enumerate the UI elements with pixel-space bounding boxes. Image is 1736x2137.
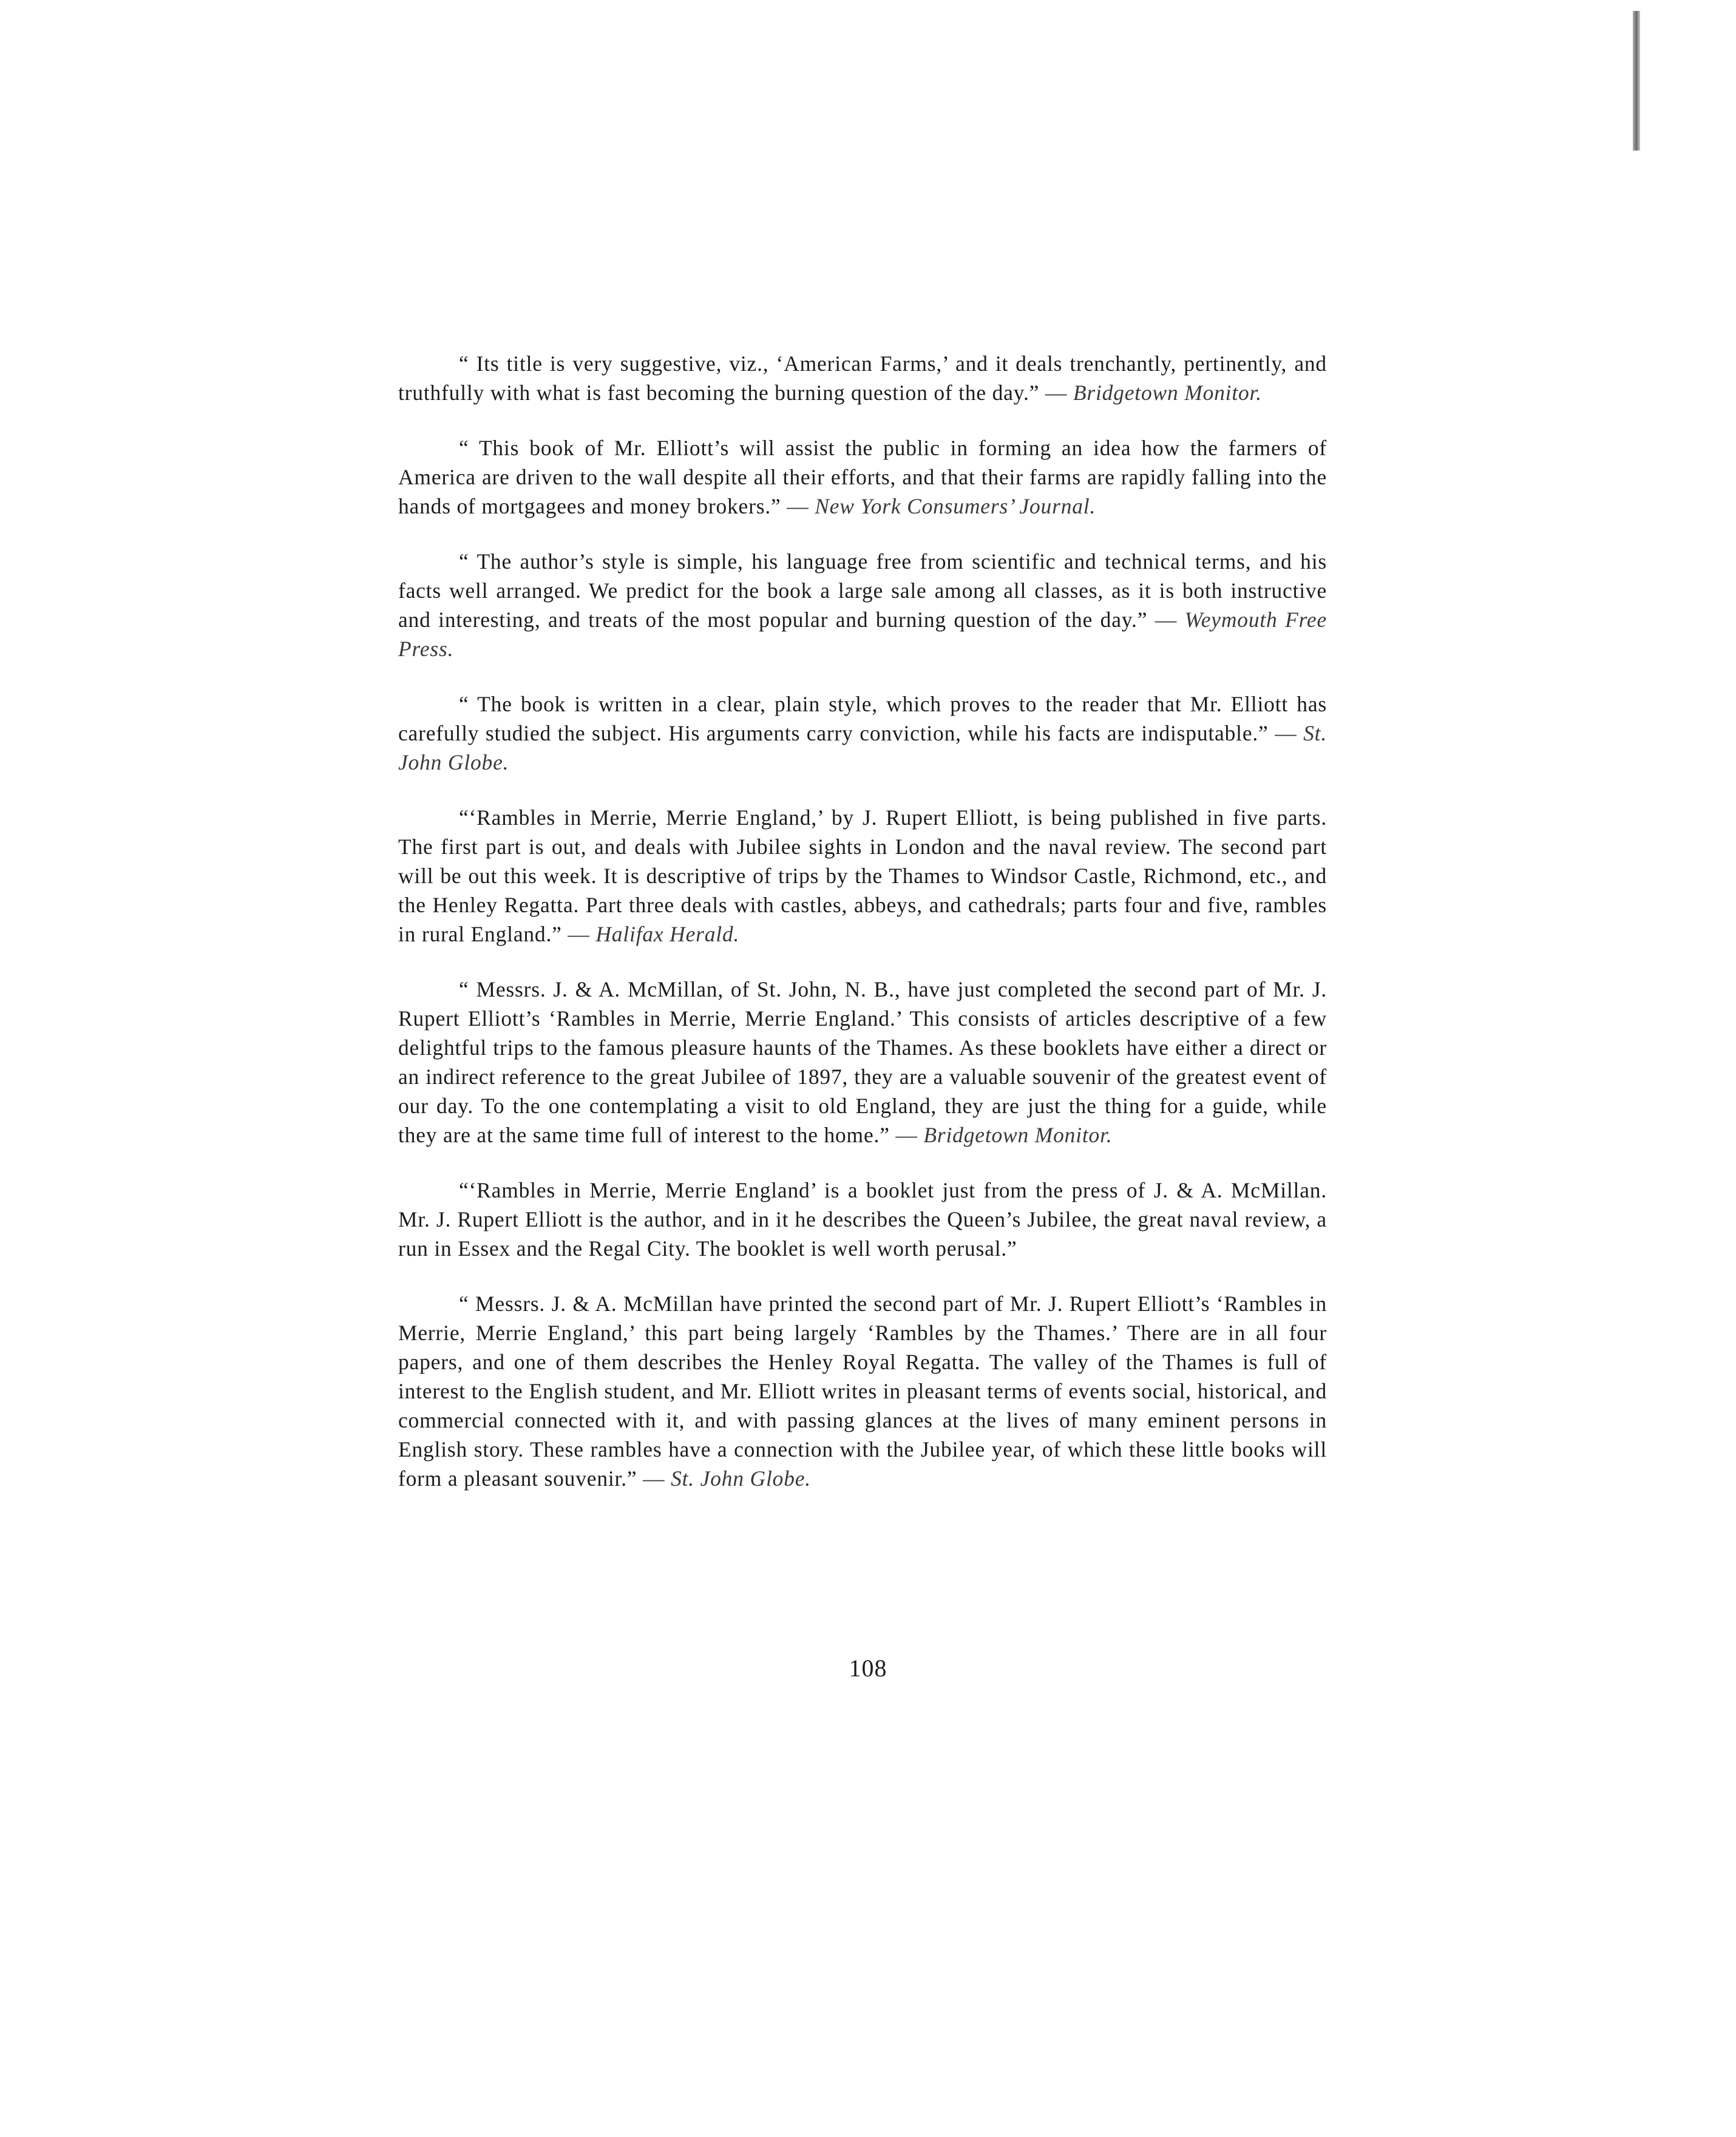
quote-paragraph — [398, 433, 1327, 521]
page-number: 108 — [849, 1654, 887, 1682]
quote-text: “ Its title is very suggestive, viz., ‘American Farms,’ and it deals trenchantly, pertinently, and truthfully with what is fast becoming the burning question of the day.” — [398, 351, 1327, 405]
quote-text: “ The author’s style is simple, his language free from scientific and technical terms, and his facts well arranged. We predict for the book a large sale among all classes, as it is both instructive and interesting, and treats of the most popular and burning question of the day.” — [398, 549, 1327, 632]
attribution-dash: — — [781, 494, 815, 518]
quotes-column — [398, 349, 1327, 1519]
quote-text: “‘Rambles in Merrie, Merrie England’ is a booklet just from the press of J. & A. McMillan. Mr. J. Rupert Elliott is the author, and in it he describes the Queen’s Jubilee, the great naval review, a run in Essex and the Regal City. The booklet is well worth perusal.” — [398, 1178, 1327, 1261]
attribution-dash: — — [1268, 721, 1304, 745]
quote-text: “ The book is written in a clear, plain style, which proves to the reader that Mr. Elliott has carefully studied the subject. His arguments carry conviction, while his facts are indisputable.” — [398, 692, 1327, 745]
quote-source: Halifax Herald. — [595, 922, 740, 946]
quote-source: Bridgetown Monitor. — [923, 1123, 1113, 1147]
quote-source: St. John Globe. — [671, 1466, 811, 1491]
quote-source: New York Consumers’ Journal. — [815, 494, 1096, 518]
quote-text: “ Messrs. J. & A. McMillan, of St. John, N. B., have just completed the second part of Mr. J. Rupert Elliott’s ‘Rambles in Merrie, Merrie England.’ This consists of articles descriptive of a few delightful trips to the famous pleasure haunts of the Thames. As these booklets have either a direct or an indirect reference to the great Jubilee of 1897, they are a valuable souvenir of the greatest event of our day. To the one contemplating a visit to old England, they are just the thing for a guide, while they are at the same time full of interest to the home.” — [398, 977, 1327, 1147]
attribution-dash: — — [1039, 381, 1073, 405]
attribution-dash: — — [889, 1123, 924, 1147]
quote-text: “ This book of Mr. Elliott’s will assist the public in forming an idea how the farmers of America are driven to the wall despite all their efforts, and that their farms are rapidly falling into the hands of mortgagees and money brokers.” — [398, 436, 1327, 518]
quote-paragraph — [398, 689, 1327, 777]
attribution-dash: — — [561, 922, 596, 946]
attribution-dash: — — [637, 1466, 671, 1491]
quote-paragraph — [398, 547, 1327, 663]
quote-source: Weymouth Free Press. — [398, 608, 1327, 661]
quote-source: Bridgetown Monitor. — [1073, 381, 1262, 405]
quote-paragraph — [398, 1176, 1327, 1263]
page-edge-mark — [1633, 11, 1640, 151]
quote-text: “ Messrs. J. & A. McMillan have printed the second part of Mr. J. Rupert Elliott’s ‘Rambles in Merrie, Merrie England,’ this part being largely ‘Rambles by the Thames.’ There are in all four papers, and one of them describes the Henley Royal Regatta. The valley of the Thames is full of interest to the English student, and Mr. Elliott writes in pleasant terms of events social, historical, and commercial connected with it, and with passing glances at the lives of many eminent persons in English story. These rambles have a connection with the Jubilee year, of which these little books will form a pleasant souvenir.” — [398, 1292, 1327, 1491]
quote-paragraph — [398, 349, 1327, 407]
attribution-dash: — — [1147, 608, 1185, 632]
quote-paragraph — [398, 1289, 1327, 1493]
quote-paragraph — [398, 803, 1327, 949]
quote-text: “‘Rambles in Merrie, Merrie England,’ by J. Rupert Elliott, is being published in five parts. The first part is out, and deals with Jubilee sights in London and the naval review. The second part will be out this week. It is descriptive of trips by the Thames to Windsor Castle, Richmond, etc., and the Henley Regatta. Part three deals with castles, abbeys, and cathedrals; parts four and five, rambles in rural England.” — [398, 805, 1327, 946]
quote-source: St. John Globe. — [398, 721, 1327, 774]
quote-paragraph — [398, 975, 1327, 1150]
